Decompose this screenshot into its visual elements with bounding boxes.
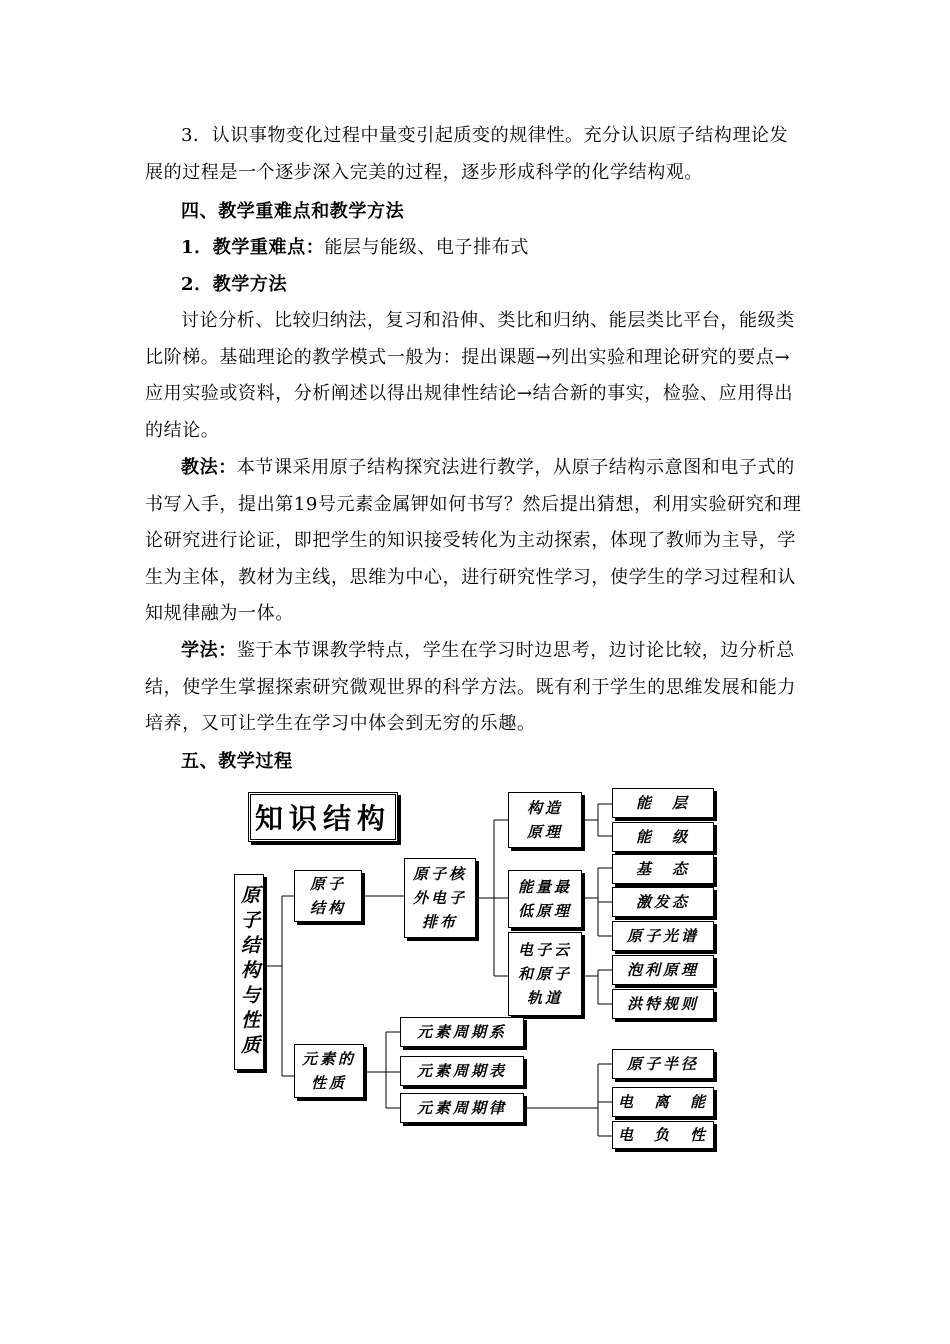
key-points-text: 能层与能级、电子排布式 [324, 237, 529, 258]
paragraph-goal-3: 3．认识事物变化过程中量变引起质变的规律性。充分认识原子结构理论发展的过程是一个逐步深入完美的过程，逐步形成科学的化学结构观。 [145, 125, 789, 183]
node-ground-state: 基 态 [612, 854, 714, 884]
node-hund-rule: 洪特规则 [612, 989, 714, 1019]
node-periodic-system: 元素周期系 [400, 1017, 524, 1047]
paragraph-methods: 讨论分析、比较归纳法，复习和沿伸、类比和归纳、能层类比平台，能级类比阶梯。基础理论的教学模式一般为：提出课题→列出实验和理论研究的要点→应用实验或资料，分析阐述以得出规律性结论→结合新的事实，检验、应用得出的结论。 [145, 310, 795, 441]
paragraph-teaching-method [145, 450, 805, 633]
teaching-method-text: 本节课采用原子结构探究法进行教学，从原子结构示意图和电子式的书写入手，提出第19号元素金属钾如何书写？然后提出猜想，利用实验研究和理论研究进行论证，即把学生的知识接受转化为主动探索，体现了教师为主导，学生为主体，教材为主线，思维为中心，进行研究性学习，使学生的学习过程和认知规律融为一体。 [145, 457, 802, 624]
section-heading-4: 四、教学重难点和教学方法 [181, 201, 405, 222]
node-electronegativity: 电 负 性 [612, 1121, 714, 1149]
node-energy-layer: 能 层 [612, 788, 714, 818]
diagram-title: 知识结构 [248, 792, 398, 842]
key-points-label: 1．教学重难点： [181, 237, 325, 258]
node-atomic-spectrum: 原子光谱 [612, 921, 714, 951]
node-energy-level: 能 级 [612, 822, 714, 852]
node-periodic-table: 元素周期表 [400, 1056, 524, 1086]
teaching-method-label: 教法： [181, 457, 237, 478]
node-element-properties: 元素的 性质 [294, 1044, 364, 1098]
node-atomic-radius: 原子半径 [612, 1049, 714, 1079]
node-ionization-energy: 电 离 能 [612, 1087, 714, 1117]
node-electron-cloud-orbital: 电子云 和原子 轨道 [508, 932, 582, 1016]
node-pauli-principle: 泡利原理 [612, 955, 714, 985]
node-excited-state: 激发态 [612, 887, 714, 917]
learning-method-label: 学法： [181, 640, 237, 661]
node-lowest-energy-principle: 能量最 低原理 [508, 870, 582, 928]
paragraph-learning-method [145, 633, 805, 743]
key-points-line [181, 230, 529, 266]
node-atom-structure: 原子 结构 [294, 870, 362, 922]
knowledge-structure-diagram [222, 786, 722, 1150]
learning-method-text: 鉴于本节课教学特点，学生在学习时边思考，边讨论比较，边分析总结，使学生掌握探索研究微观世界的科学方法。既有利于学生的思维发展和能力培养，又可让学生在学习中体会到无穷的乐趣。 [145, 640, 796, 734]
node-periodic-law: 元素周期律 [400, 1093, 524, 1123]
node-extranuclear-arrangement: 原子核 外电子 排布 [404, 858, 476, 938]
node-root: 原子结构与性质 [234, 874, 264, 1070]
node-construction-principle: 构造 原理 [508, 792, 582, 848]
methods-subheading: 2．教学方法 [181, 274, 288, 295]
section-heading-5: 五、教学过程 [181, 751, 293, 772]
